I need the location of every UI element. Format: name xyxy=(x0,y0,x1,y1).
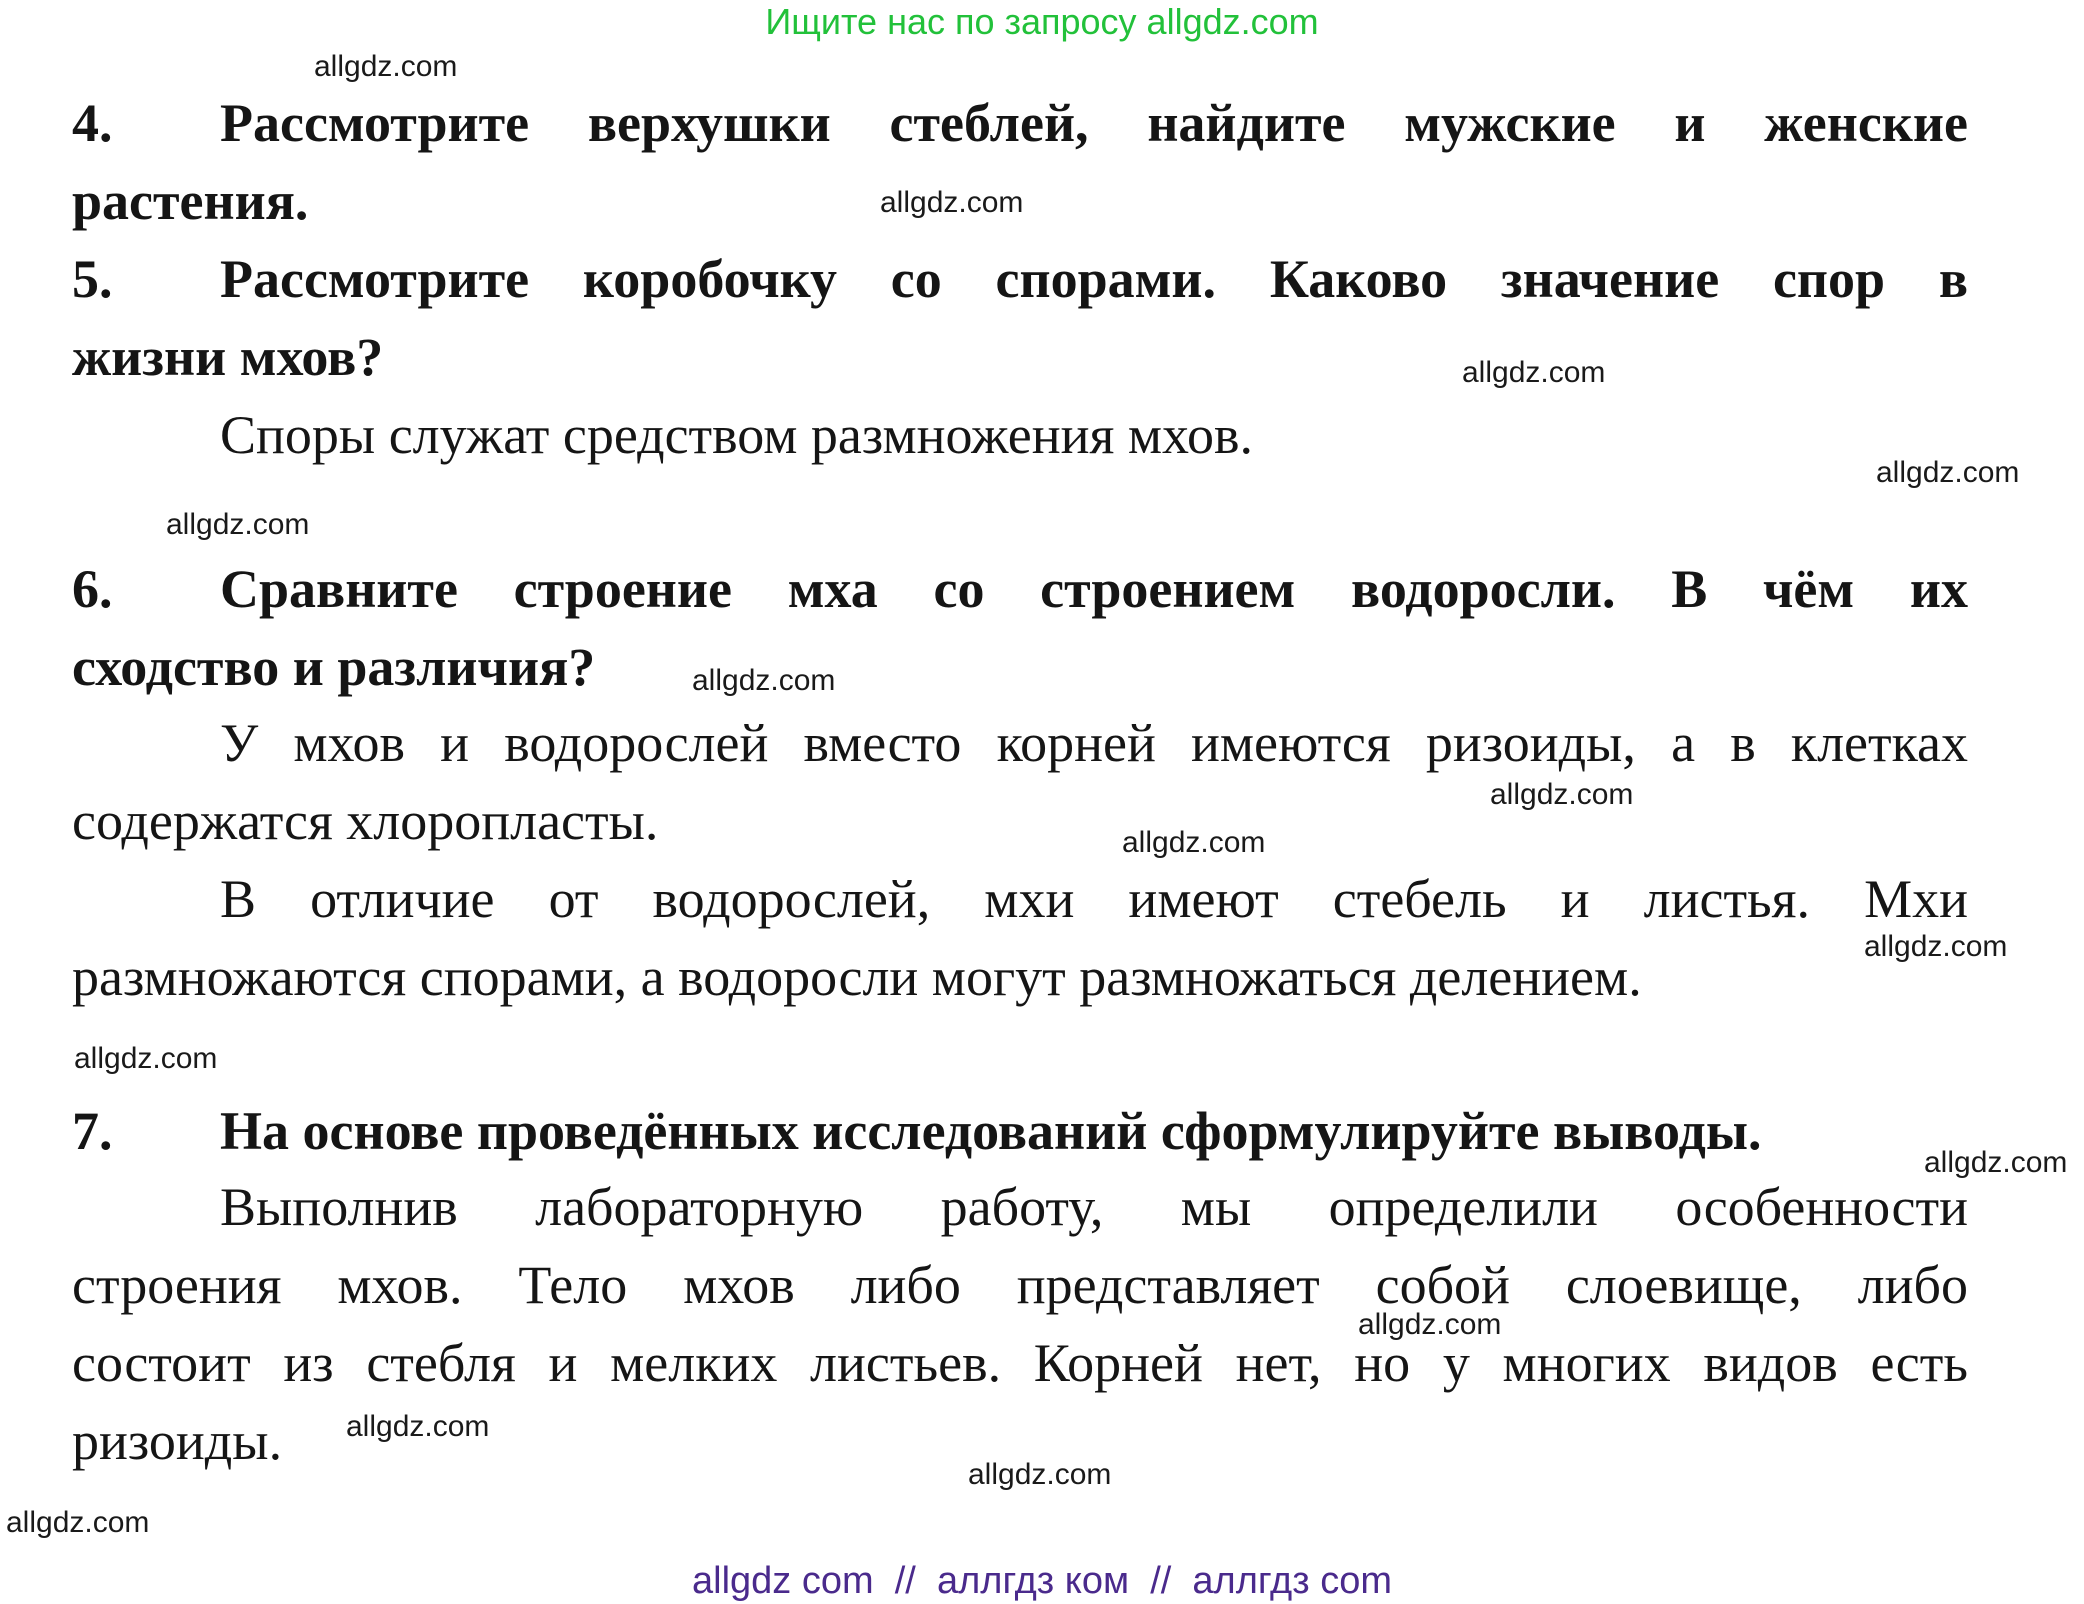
q5-text-line2: жизни мхов? xyxy=(72,327,384,387)
q6-answer1-line1: У мхов и водорослей вместо корней имеются ризоиды, а в клетках xyxy=(220,713,1968,773)
watermark: allgdz.com xyxy=(880,186,1024,219)
search-banner: Ищите нас по запросу allgdz.com xyxy=(765,1,1319,42)
q4-text-line2: растения. xyxy=(72,171,309,231)
watermark: allgdz.com xyxy=(74,1042,218,1075)
watermark: allgdz.com xyxy=(346,1410,490,1443)
watermark: allgdz.com xyxy=(1358,1308,1502,1341)
watermark: allgdz.com xyxy=(968,1458,1112,1491)
q5-line1 xyxy=(72,244,1968,314)
q6-text-line1: Сравните строение мха со строением водоросли. В чём их xyxy=(220,559,1968,619)
watermark: allgdz.com xyxy=(692,664,836,697)
q7-line1 xyxy=(72,1096,1968,1166)
q6-line1 xyxy=(72,554,1968,624)
watermark: allgdz.com xyxy=(1462,356,1606,389)
q5-text-line1: Рассмотрите коробочку со спорами. Каково значение спор в xyxy=(220,249,1968,309)
q4-text-line1: Рассмотрите верхушки стеблей, найдите мужские и женские xyxy=(220,93,1968,153)
watermark: allgdz.com xyxy=(1490,778,1634,811)
q4-line1 xyxy=(72,88,1968,158)
q6-text-line2: сходство и различия? xyxy=(72,637,596,697)
q7-text-line1: На основе проведённых исследований сформулируйте выводы. xyxy=(220,1101,1762,1161)
q6-answer2-line2: размножаются спорами, а водоросли могут размножаться делением. xyxy=(72,947,1642,1007)
q7-answer-line4: ризоиды. xyxy=(72,1411,283,1471)
watermark: allgdz.com xyxy=(314,50,458,83)
footer-links: allgdz com // аллгдз ком // аллгдз com xyxy=(692,1560,1392,1602)
watermark: allgdz.com xyxy=(1924,1146,2068,1179)
q7-answer-line3: состоит из стебля и мелких листьев. Корней нет, но у многих видов есть xyxy=(72,1333,1968,1393)
q6-answer1-line2: содержатся хлоропласты. xyxy=(72,791,659,851)
watermark: allgdz.com xyxy=(1864,930,2008,963)
q7-answer-line2: строения мхов. Тело мхов либо представляет собой слоевище, либо xyxy=(72,1255,1968,1315)
q4-number: 4. xyxy=(72,93,113,153)
q7-answer-line1: Выполнив лабораторную работу, мы определили особенности xyxy=(220,1177,1968,1237)
q6-answer2-line1: В отличие от водорослей, мхи имеют стебель и листья. Мхи xyxy=(220,869,1968,929)
q6-number: 6. xyxy=(72,559,113,619)
q5-number: 5. xyxy=(72,249,113,309)
watermark: allgdz.com xyxy=(1876,456,2020,489)
watermark: allgdz.com xyxy=(166,508,310,541)
watermark: allgdz.com xyxy=(1122,826,1266,859)
watermark: allgdz.com xyxy=(6,1506,150,1539)
q5-answer: Споры служат средством размножения мхов. xyxy=(220,405,1253,465)
q7-number: 7. xyxy=(72,1101,113,1161)
